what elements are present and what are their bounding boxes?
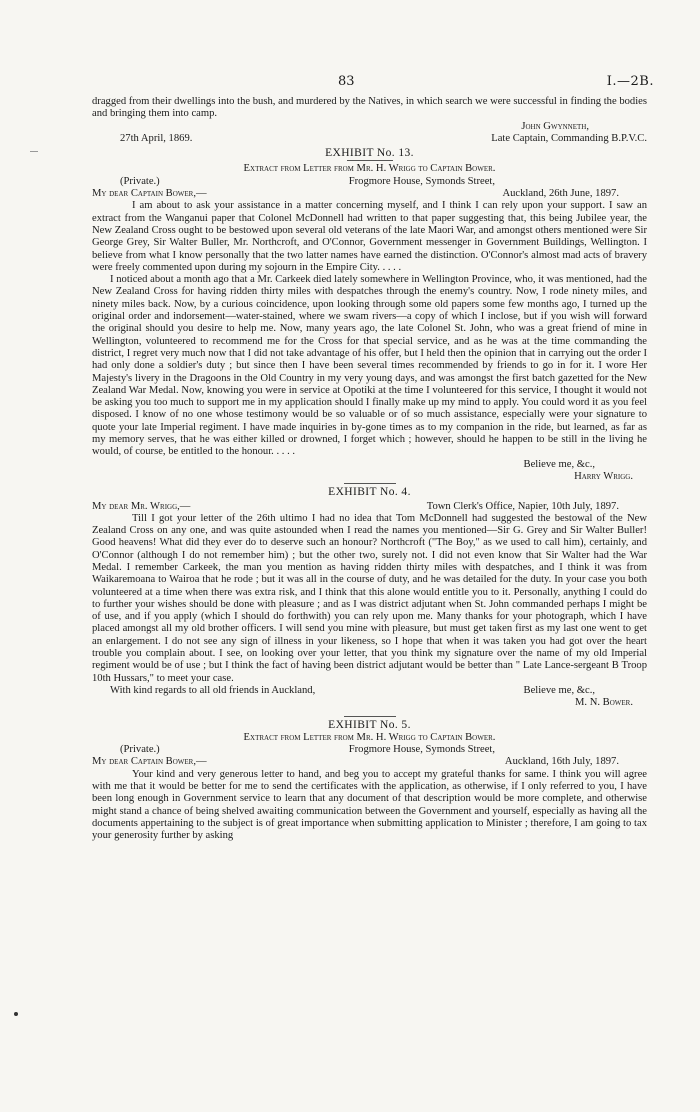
exhibit-13-salutation-row: [92, 188, 647, 200]
exhibit-4-salutation-row: [92, 501, 647, 513]
signature: Harry Wrigg.: [574, 470, 633, 482]
private-marker: (Private.): [120, 175, 160, 187]
exhibit-5-paragraph-1: Your kind and very generous letter to hand, and beg you to accept my grateful thanks for same. I think you will agree with me that it would be better for me to send the certificates with the application, as otherwise, if I only referred to you, I have been long enough in Government service to learn that any document of that description would be more complete, and otherwise might stand a chance of being shelved awaiting communication between the Government and yourself, especially as having all the documents appertaining to the subject is of great importance when submitting application to Minister ; therefore, I am going to tax your generosity further by asking: [92, 768, 647, 842]
exhibit-5-heading: EXHIBIT No. 5.: [328, 718, 411, 731]
continuation-text: dragged from their dwellings into the bush, and murdered by the Natives, in which search we were successful in finding the bodies and bringing them into camp.: [92, 96, 647, 120]
heading-rule: [347, 160, 393, 161]
exhibit-13-private-address-row: [92, 176, 647, 188]
exhibit-5-extract-line: Extract from Letter from Mr. H. Wrigg to Captain Bower.: [243, 731, 496, 743]
signature: M. N. Bower.: [575, 697, 633, 709]
letter-date: 27th April, 1869.: [120, 132, 193, 144]
date-title-row: [92, 133, 647, 145]
place-date: Auckland, 26th June, 1897.: [502, 188, 619, 200]
page-header: [0, 74, 700, 94]
document-body: [92, 96, 647, 843]
margin-mark: [30, 151, 38, 152]
exhibit-5-private-address-row: [92, 744, 647, 756]
page-number: 83: [338, 74, 355, 89]
closing: Believe me, &c.,: [523, 684, 595, 696]
salutation: My dear Captain Bower,—: [92, 188, 207, 200]
section-rule: [344, 716, 396, 717]
exhibit-4-regards-row: [92, 685, 647, 697]
place-date: Town Clerk's Office, Napier, 10th July, 1897.: [426, 500, 619, 512]
exhibit-13-paragraph-1: I am about to ask your assistance in a matter concerning myself, and I think I can rely upon your support. I saw an extract from the Wanganui paper that Colonel McDonnell had written to that paper suggesting that, this being Jubilee year, the New Zealand Cross ought to be bestowed upon several old veterans of the late Maori War, and amongst others mentioned were Sir George Grey, Sir Walter Buller, Mr. Northcroft, and O'Connor, Government messenger in Government Buildings, Wellington. I believe from what I know personally that the two latter names have earned the distinction. O'Connor's almost mad acts of bravery were freely commented upon during my sojourn in the Empire City. . . . .: [92, 200, 647, 273]
private-marker: (Private.): [120, 744, 160, 756]
margin-dot: [14, 1012, 18, 1016]
exhibit-13-heading: EXHIBIT No. 13.: [325, 147, 414, 160]
signatory-title: Late Captain, Commanding B.P.V.C.: [491, 132, 647, 144]
regards: With kind regards to all old friends in Auckland,: [110, 684, 316, 696]
signatory-name: John Gwynneth,: [521, 120, 589, 132]
salutation: My dear Mr. Wrigg,—: [92, 500, 191, 512]
section-rule: [344, 483, 396, 484]
exhibit-5-salutation-row: [92, 756, 647, 768]
exhibit-4-heading: EXHIBIT No. 4.: [328, 486, 411, 499]
exhibit-13-paragraph-2: I noticed about a month ago that a Mr. Carkeek died lately somewhere in Wellington Province, who, it was mentioned, had the New Zealand Cross for having ridden thirty miles with despatches through the enemy's country. Now, I rode ninety miles, and ninety miles back. Now, by a curious coincidence, upon looking through some old papers some few months ago, I turned up the original order and indorsement—water-stained, where we swam rivers—a copy of which I inclose, but if you wish will forward the original should you desire to help me. Now, many years ago, the late Colonel St. John, who was a great friend of mine in Wellington, volunteered to recommend me for the Cross for that special service, and as he was at the time commanding the district, I regret very much now that I did not take advantage of his offer, but I held then the opinion that in carrying out the order I had only done a soldier's duty ; but since then I have been several times recommended by friends to go in for it. I wore Her Majesty's livery in the Dragoons in the Old Country in my very young days, and was amongst the first batch gazetted for the New Zealand War Medal. Now, knowing you were in service at Opotiki at the time I volunteered for this service, I thought it would not be asking you too much to support me in my application should I finally make up my mind to apply. You could word it as you feel disposed. I know of no one whose testimony would be so valuable or of so much assistance, especially were your signature to quote your late Imperial regiment. I have made inquiries in by-gone times as to my companion in the ride, but learned, as far as my memory serves, that he was either killed or drowned, I forget which ; however, should he happen to be still in the living he would, of course, be entitled to the honour. . . . .: [92, 274, 647, 458]
sender-address: Frogmore House, Symonds Street,: [348, 175, 495, 187]
document-reference: I.—2B.: [606, 74, 654, 89]
sender-address: Frogmore House, Symonds Street,: [348, 744, 495, 756]
exhibit-4-paragraph-1: Till I got your letter of the 26th ultimo I had no idea that Tom McDonnell had suggested the bestowal of the New Zealand Cross on any one, and was quite astounded when I read the names you mentioned—Sir G. Grey and Sir Walter Buller! Good heavens! What did they ever do to deserve such an honour? Northcroft ("The Boy," as we used to call him), certainly, and O'Connor (although I do not remember him) ; but the other two, surely not. I did not even know that Sir Walter had the War Medal. I remember Carkeek, the man you mention as having ridden thirty miles with despatches, and I think it was from Waikaremoana to Wairoa that he rode ; but it was all in the course of duty, and he was detailed for the duty. In your case you both volunteered at a time when there was extra risk, and I think that this alone would entitle you to it. Personally, anything I could do to further your wishes should be done with pleasure ; and as I was district adjutant when St. John commanded perhaps I might be of use, and if you apply (which I should do forthwith) you can rely upon me. Many thanks for your photograph, which I have placed amongst all my old brother officers. I will send you mine with pleasure, but must get taken first as my last one went to get an enlargement. I do not see any sign of illness in your likeness, so I hope that when it was taken you had got over the heart trouble you complain about. I see, on looking over your letter, that you think my signature over the name of my old Imperial regiment would be of use ; but I think the fact of having been district adjutant would be better than " Late Lance-sergeant B Troop 10th Hussars," to meet your case.: [92, 512, 647, 684]
exhibit-13-extract-line: Extract from Letter from Mr. H. Wrigg to Captain Bower.: [243, 163, 496, 175]
closing: Believe me, &c.,: [523, 458, 595, 470]
salutation: My dear Captain Bower,—: [92, 756, 207, 768]
place-date: Auckland, 16th July, 1897.: [504, 756, 619, 768]
